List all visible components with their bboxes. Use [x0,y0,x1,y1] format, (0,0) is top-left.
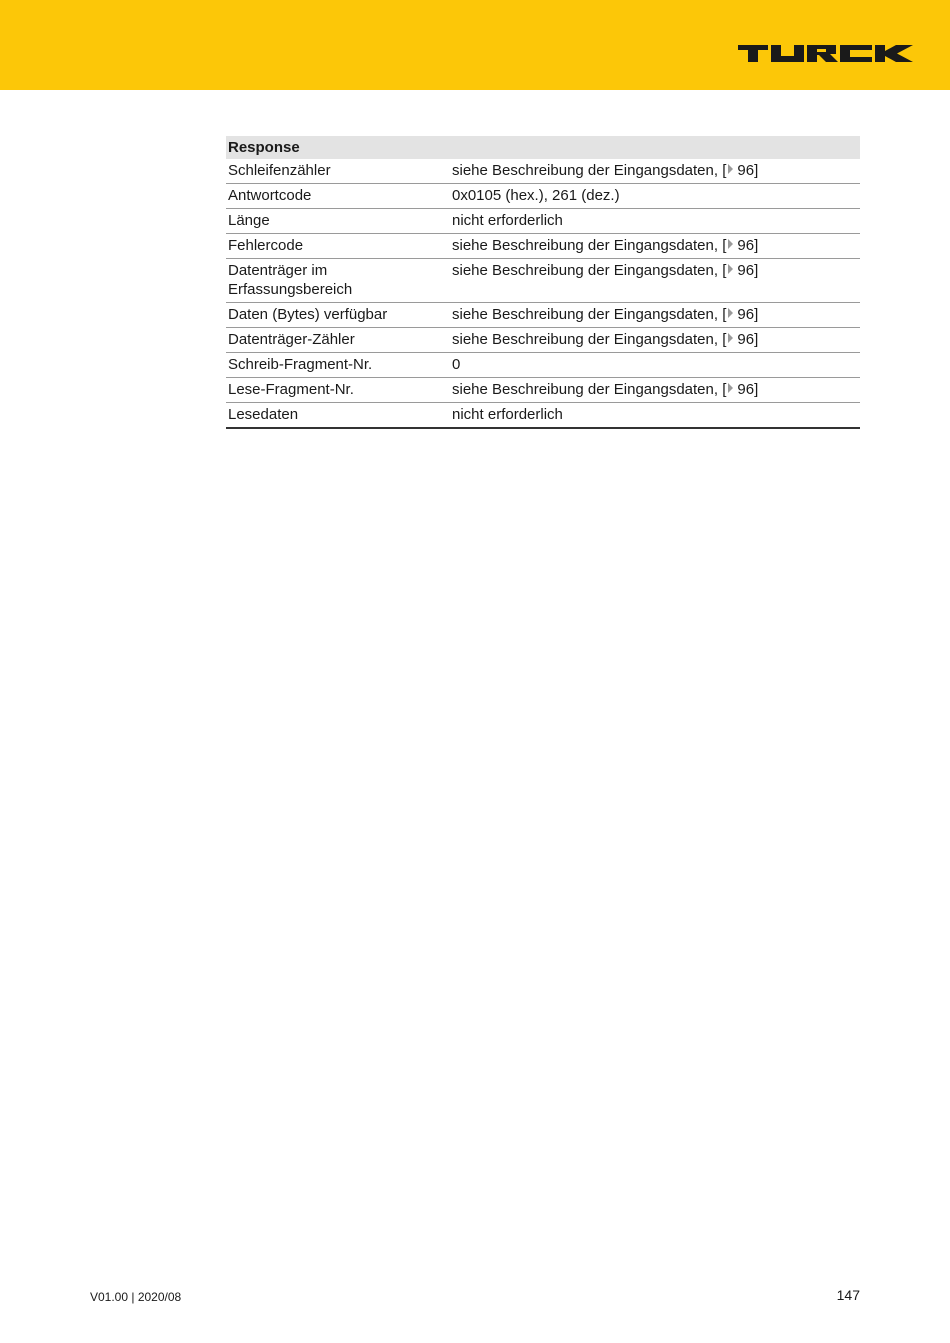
row-value: siehe Beschreibung der Eingangsdaten, [452,262,719,279]
row-label: Datenträger im Erfassungsbereich [228,262,353,298]
footer-version: V01.00 | 2020/08 [90,1290,182,1304]
row-value-cell [452,405,860,424]
page-reference-link[interactable]: [ 96] [718,306,759,323]
row-label: Schreib-Fragment-Nr. [228,356,373,373]
row-value: siehe Beschreibung der Eingangsdaten, [452,162,719,179]
reference-arrow-icon [728,264,733,274]
row-value-cell [452,186,860,205]
table-body [226,159,860,429]
page-reference-link[interactable]: [ 96] [718,262,759,279]
table-header-empty [452,138,860,159]
table-row [226,353,860,378]
row-value: siehe Beschreibung der Eingangsdaten, [452,237,719,254]
page-reference-link[interactable]: [ 96] [718,237,759,254]
table-row [226,159,860,184]
row-value: siehe Beschreibung der Eingangsdaten, [452,306,719,323]
page-reference-link[interactable]: [ 96] [718,162,759,179]
table-row [226,184,860,209]
table-row [226,259,860,303]
reference-page-number: 96 [737,331,755,348]
reference-arrow-icon [728,333,733,343]
row-value-cell [452,161,860,180]
row-label: Antwortcode [228,187,312,204]
table-row [226,328,860,353]
row-label: Datenträger-Zähler [228,331,355,348]
turck-logo-graphic [738,44,914,64]
reference-page-number: 96 [737,262,755,279]
table-row [226,209,860,234]
table-row [226,234,860,259]
row-label: Lese-Fragment-Nr. [228,381,354,398]
row-label: Lesedaten [228,406,299,423]
reference-arrow-icon [728,308,733,318]
reference-arrow-icon [728,383,733,393]
reference-page-number: 96 [737,306,755,323]
table-header-row [226,136,860,159]
turck-logo [738,44,914,64]
response-table [226,136,860,429]
table-row [226,303,860,328]
reference-arrow-icon [728,164,733,174]
page-number: 147 [836,1287,860,1303]
row-label: Fehlercode [228,237,304,254]
reference-arrow-icon [728,239,733,249]
row-value: 0x0105 (hex.), 261 (dez.) [452,187,620,204]
row-label: Schleifenzähler [228,162,331,179]
row-value-cell [452,380,860,399]
row-value-cell [452,330,860,349]
row-value: siehe Beschreibung der Eingangsdaten, [452,331,719,348]
row-value-cell [452,261,860,299]
row-value-cell [452,211,860,230]
table-row [226,403,860,429]
page-reference-link[interactable]: [ 96] [718,381,759,398]
row-value: nicht erforderlich [452,406,563,423]
row-value-cell [452,236,860,255]
table-row [226,378,860,403]
reference-page-number: 96 [737,237,755,254]
row-value: 0 [452,356,461,373]
reference-page-number: 96 [737,381,755,398]
header-bar [0,0,950,90]
row-value-cell [452,305,860,324]
row-label: Daten (Bytes) verfügbar [228,306,388,323]
row-value: siehe Beschreibung der Eingangsdaten, [452,381,719,398]
page-reference-link[interactable]: [ 96] [718,331,759,348]
table-header-label: Response [228,139,300,156]
row-value: nicht erforderlich [452,212,563,229]
row-value-cell [452,355,860,374]
reference-page-number: 96 [737,162,755,179]
row-label: Länge [228,212,270,229]
